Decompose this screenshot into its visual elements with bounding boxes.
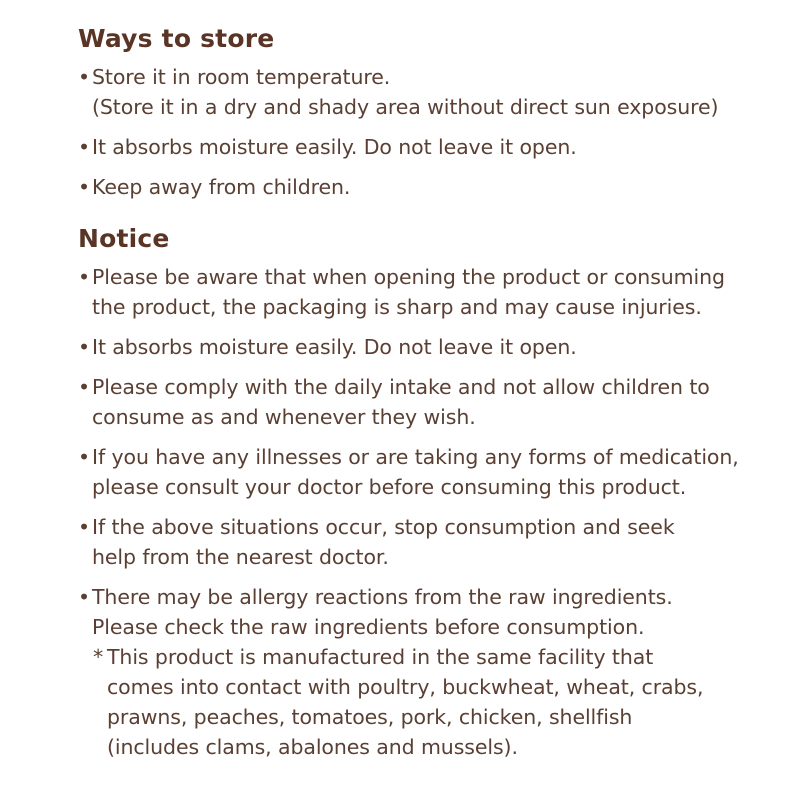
bullet-icon: • bbox=[78, 265, 90, 289]
item-line: the product, the packaging is sharp and may cause injuries. bbox=[92, 295, 702, 319]
notice-section bbox=[78, 222, 778, 762]
note-line: prawns, peaches, tomatoes, pork, chicken, shellfish bbox=[107, 705, 633, 729]
storage-list bbox=[78, 62, 778, 202]
storage-section bbox=[78, 22, 778, 202]
product-info-page bbox=[78, 22, 778, 772]
list-item bbox=[78, 512, 778, 572]
note-line: comes into contact with poultry, buckwheat, wheat, crabs, bbox=[107, 675, 704, 699]
list-item bbox=[78, 172, 778, 202]
item-line: Please be aware that when opening the product or consuming bbox=[92, 265, 725, 289]
item-line: Store it in room temperature. bbox=[92, 65, 391, 89]
item-line: It absorbs moisture easily. Do not leave it open. bbox=[92, 135, 577, 159]
list-item bbox=[78, 62, 778, 122]
storage-heading: Ways to store bbox=[78, 24, 275, 53]
asterisk-icon: * bbox=[93, 645, 104, 669]
note-line: This product is manufactured in the same facility that bbox=[107, 645, 654, 669]
bullet-icon: • bbox=[78, 515, 90, 539]
item-line: It absorbs moisture easily. Do not leave it open. bbox=[92, 335, 577, 359]
item-line: Please check the raw ingredients before consumption. bbox=[92, 615, 645, 639]
item-line: Please comply with the daily intake and not allow children to bbox=[92, 375, 710, 399]
bullet-icon: • bbox=[78, 585, 90, 609]
item-line: please consult your doctor before consuming this product. bbox=[92, 475, 687, 499]
item-line: consume as and whenever they wish. bbox=[92, 405, 476, 429]
allergen-note bbox=[93, 642, 778, 762]
list-item bbox=[78, 132, 778, 162]
bullet-icon: • bbox=[78, 375, 90, 399]
list-item bbox=[78, 262, 778, 322]
bullet-icon: • bbox=[78, 335, 90, 359]
item-line: Keep away from children. bbox=[92, 175, 351, 199]
notice-list bbox=[78, 262, 778, 762]
item-line: If you have any illnesses or are taking any forms of medication, bbox=[92, 445, 739, 469]
list-item bbox=[78, 332, 778, 362]
bullet-icon: • bbox=[78, 175, 90, 199]
item-line: If the above situations occur, stop consumption and seek bbox=[92, 515, 675, 539]
notice-heading: Notice bbox=[78, 224, 170, 253]
item-line: help from the nearest doctor. bbox=[92, 545, 389, 569]
list-item bbox=[78, 372, 778, 432]
list-item bbox=[78, 442, 778, 502]
bullet-icon: • bbox=[78, 65, 90, 89]
item-line: (Store it in a dry and shady area without direct sun exposure) bbox=[92, 95, 719, 119]
item-line: There may be allergy reactions from the raw ingredients. bbox=[92, 585, 673, 609]
bullet-icon: • bbox=[78, 445, 90, 469]
list-item bbox=[78, 582, 778, 762]
note-line: (includes clams, abalones and mussels). bbox=[107, 735, 518, 759]
bullet-icon: • bbox=[78, 135, 90, 159]
